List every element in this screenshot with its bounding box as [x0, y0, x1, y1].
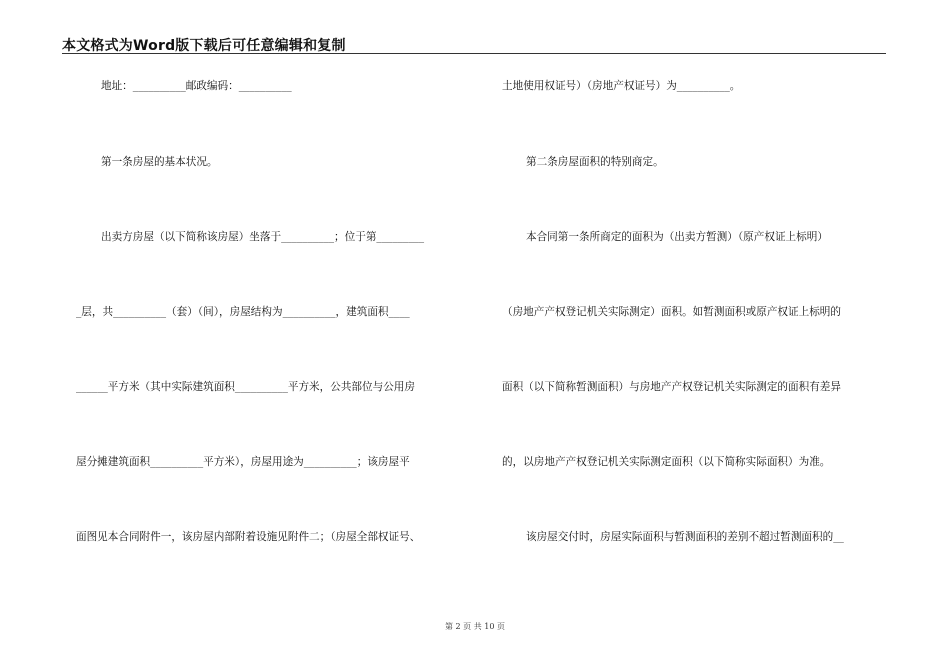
paragraph-line: 该房屋交付时，房屋实际面积与暂测面积的差别不超过暂测面积的__: [526, 531, 844, 543]
paragraph-line: 土地使用权证号）（房地产权证号）为__________。: [502, 80, 741, 92]
paragraph-line: （房地产产权登记机关实际测定）面积。如暂测面积或原产权证上标明的: [502, 306, 841, 318]
paragraph-line: 屋分摊建筑面积__________平方米），房屋用途为__________；该房屋平: [76, 456, 410, 468]
paragraph-line: 本合同第一条所商定的面积为（出卖方暂测）（原产权证上标明）: [526, 231, 828, 243]
paragraph-line: 出卖方房屋（以下简称该房屋）坐落于__________；位于第_________: [101, 231, 425, 243]
paragraph-line: 的，以房地产产权登记机关实际测定面积（以下简称实际面积）为准。: [502, 456, 831, 468]
paragraph-line: 面积（以下简称暂测面积）与房地产产权登记机关实际测定的面积有差异: [502, 381, 841, 393]
paragraph-line: ______平方米（其中实际建筑面积__________平方米，公共部位与公用房: [76, 381, 415, 393]
article-one-heading: 第一条房屋的基本状况。: [101, 156, 218, 168]
article-two-heading: 第二条房屋面积的特别商定。: [526, 156, 664, 168]
header-title: 本文格式为Word版下载后可任意编辑和复制: [62, 38, 346, 54]
page-header: [62, 33, 886, 54]
paragraph-line: 面图见本合同附件一，该房屋内部附着设施见附件二；（房屋全部权证号、: [76, 531, 421, 543]
page-footer: 第 2 页 共 10 页: [445, 622, 505, 631]
paragraph-line: _层，共__________（套）（间），房屋结构为__________，建筑面积____: [76, 306, 410, 318]
address-line: 地址：__________邮政编码：__________: [101, 80, 292, 92]
